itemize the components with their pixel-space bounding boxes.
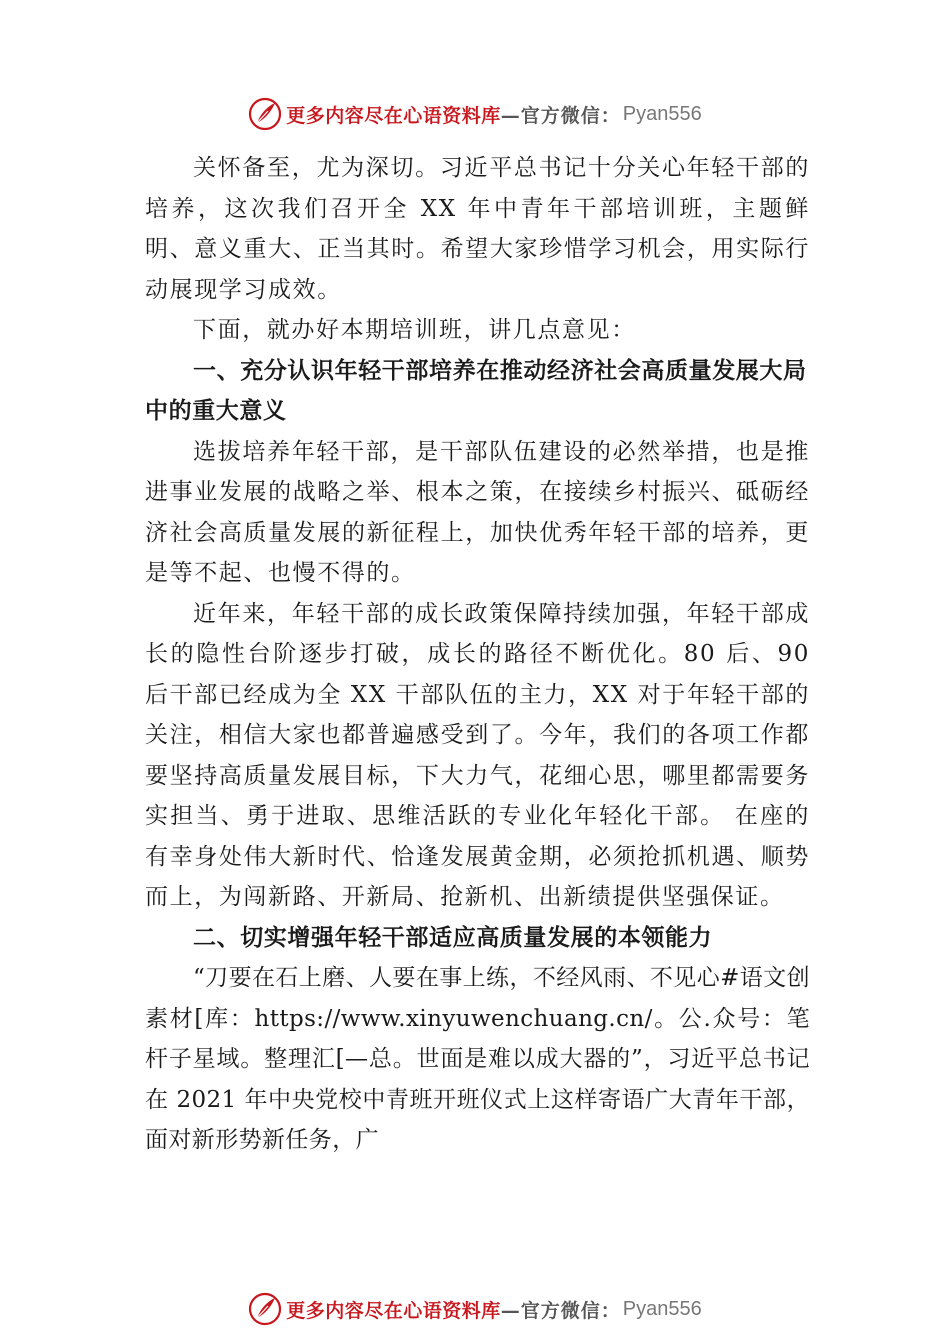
feather-pen-logo-icon xyxy=(248,1292,282,1326)
footer-brand-text: 更多内容尽在心语资料库 xyxy=(286,1299,501,1322)
document-body xyxy=(145,148,810,1161)
header-wechat-account: Pyan556 xyxy=(622,102,702,125)
header-brand-text: 更多内容尽在心语资料库 xyxy=(286,104,501,127)
paragraph-5: “刀要在石上磨、人要在事上练，不经风雨、不见心#语文创素材[库：https://www.xinyuwenchuang.cn/。公.众号：笔杆子星域。整理汇[—总。世面是难以成大器的”，习近平总书记在 2021 年中央党校中青班开班仪式上这样寄语广大青年干部，面对新形势新任务，广 xyxy=(145,965,810,1153)
section-heading-2: 二、切实增强年轻干部适应高质量发展的本领能力 xyxy=(193,924,713,951)
paragraph-4: 近年来，年轻干部的成长政策保障持续加强，年轻干部成长的隐性台阶逐步打破，成长的路径不断优化。80 后、90 后干部已经成为全 XX 干部队伍的主力，XX 对于年轻干部的关注，相信大家也都普遍感受到了。今年，我们的各项工作都要坚持高质量发展目标，下大力气，花细心思，哪里都需要务实担当、勇于进取、思维活跃的专业化年轻化干部。 在座的有幸身处伟大新时代、恰逢发展黄金期，必须抢抓机遇、顺势而上，为闯新路、开新局、抢新机、出新绩提供坚强保证。 xyxy=(145,600,810,910)
footer-watermark xyxy=(0,1289,950,1329)
paragraph-2: 下面，就办好本期培训班，讲几点意见： xyxy=(193,317,636,343)
footer-wechat-label: —官方微信： xyxy=(500,1299,621,1322)
feather-pen-logo-icon xyxy=(248,97,282,131)
section-heading-1: 一、充分认识年轻干部培养在推动经济社会高质量发展大局中的重大意义 xyxy=(145,357,807,424)
header-watermark xyxy=(0,94,950,134)
header-wechat-label: —官方微信： xyxy=(500,104,621,127)
paragraph-1: 关怀备至，尤为深切。习近平总书记十分关心年轻干部的培养，这次我们召开全 XX 年中青年干部培训班，主题鲜明、意义重大、正当其时。希望大家珍惜学习机会，用实际行动展现学习成效。 xyxy=(145,155,810,303)
paragraph-3: 选拔培养年轻干部，是干部队伍建设的必然举措，也是推进事业发展的战略之举、根本之策，在接续乡村振兴、砥砺经济社会高质量发展的新征程上，加快优秀年轻干部的培养，更是等不起、也慢不得的。 xyxy=(145,438,810,586)
footer-wechat-account: Pyan556 xyxy=(622,1297,702,1320)
